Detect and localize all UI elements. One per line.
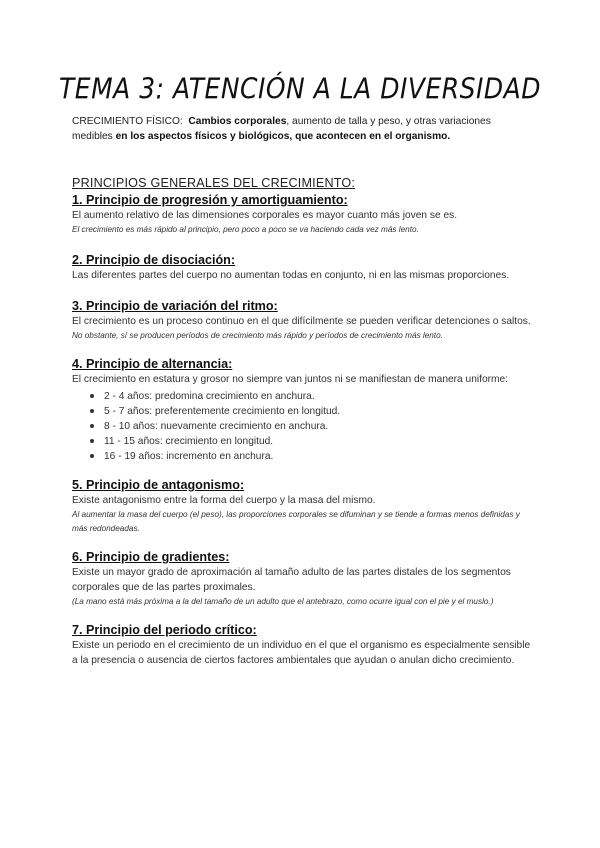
principle-text: Existe un periodo en el crecimiento de un individuo en el que el organismo es especialmente sensible a la presencia o ausencia de ciertos factores ambientales que ayudan o anulan dicho crecimiento. <box>72 640 531 666</box>
principle-5 <box>72 478 532 536</box>
intro-bold-2: en los aspectos físicos y biológicos, que acontecen en el organismo. <box>115 131 451 142</box>
principle-7 <box>72 623 532 668</box>
principle-title: 6. Principio de gradientes: <box>72 550 230 564</box>
principle-title: 3. Principio de variación del ritmo: <box>72 299 278 313</box>
principle-6 <box>72 550 532 609</box>
principle-note: (La mano está más próxima a la del tamaño de un adulto que el antebrazo, como ocurre igual con el pie y el muslo.) <box>72 597 494 606</box>
principle-text: Existe antagonismo entre la forma del cuerpo y la masa del mismo. <box>72 495 376 506</box>
principle-4 <box>72 357 532 464</box>
principle-note: Al aumentar la masa del cuerpo (el peso), las proporciones corporales se difuminan y se tiende a formas menos definidas y más redondeadas. <box>72 510 520 533</box>
principle-title: 2. Principio de disociación: <box>72 253 236 267</box>
principle-1 <box>72 193 532 237</box>
list-item: 16 - 19 años: incremento en anchura. <box>90 449 532 464</box>
intro-bold-1: Cambios corporales <box>188 116 287 127</box>
list-item: 5 - 7 años: preferentemente crecimiento en longitud. <box>90 404 532 419</box>
principle-text: El aumento relativo de las dimensiones corporales es mayor cuanto más joven se es. <box>72 210 458 221</box>
principle-text: Existe un mayor grado de aproximación al tamaño adulto de las partes distales de los segmentos corporales que de las partes proximales. <box>72 567 511 593</box>
list-item: 2 - 4 años: predomina crecimiento en anchura. <box>90 389 532 404</box>
principle-title: 5. Principio de antagonismo: <box>72 478 245 492</box>
principle-title: 4. Principio de alternancia: <box>72 357 233 371</box>
principles-content <box>72 176 532 668</box>
principle-2 <box>72 253 532 283</box>
principle-text: El crecimiento es un proceso continuo en el que difícilmente se pueden verificar detenciones o saltos. <box>72 316 531 327</box>
list-item: 8 - 10 años: nuevamente crecimiento en anchura. <box>90 419 532 434</box>
principle-text: Las diferentes partes del cuerpo no aumentan todas en conjunto, ni en las mismas proporciones. <box>72 270 510 281</box>
principle-3 <box>72 299 532 343</box>
principle-text: El crecimiento en estatura y grosor no siempre van juntos ni se manifiestan de manera uniforme: <box>72 374 509 385</box>
intro-text-1: , aumento de talla y peso, y otras variaciones medibles <box>72 116 491 142</box>
intro-label: CRECIMIENTO FÍSICO: <box>72 116 183 127</box>
age-list <box>90 389 532 464</box>
page-title: TEMA 3: ATENCIÓN A LA DIVERSIDAD <box>59 71 541 106</box>
intro-paragraph <box>72 114 512 144</box>
list-item: 11 - 15 años: crecimiento en longitud. <box>90 434 532 449</box>
principle-note: El crecimiento es más rápido al principio, pero poco a poco se va haciendo cada vez más lento. <box>72 225 419 234</box>
principle-note: No obstante, sí se producen períodos de crecimiento más rápido y períodos de crecimiento más lento. <box>72 331 443 340</box>
principle-title: 1. Principio de progresión y amortiguamiento: <box>72 193 348 207</box>
principles-heading: PRINCIPIOS GENERALES DEL CRECIMIENTO: <box>72 176 356 190</box>
principle-title: 7. Principio del periodo crítico: <box>72 623 257 637</box>
